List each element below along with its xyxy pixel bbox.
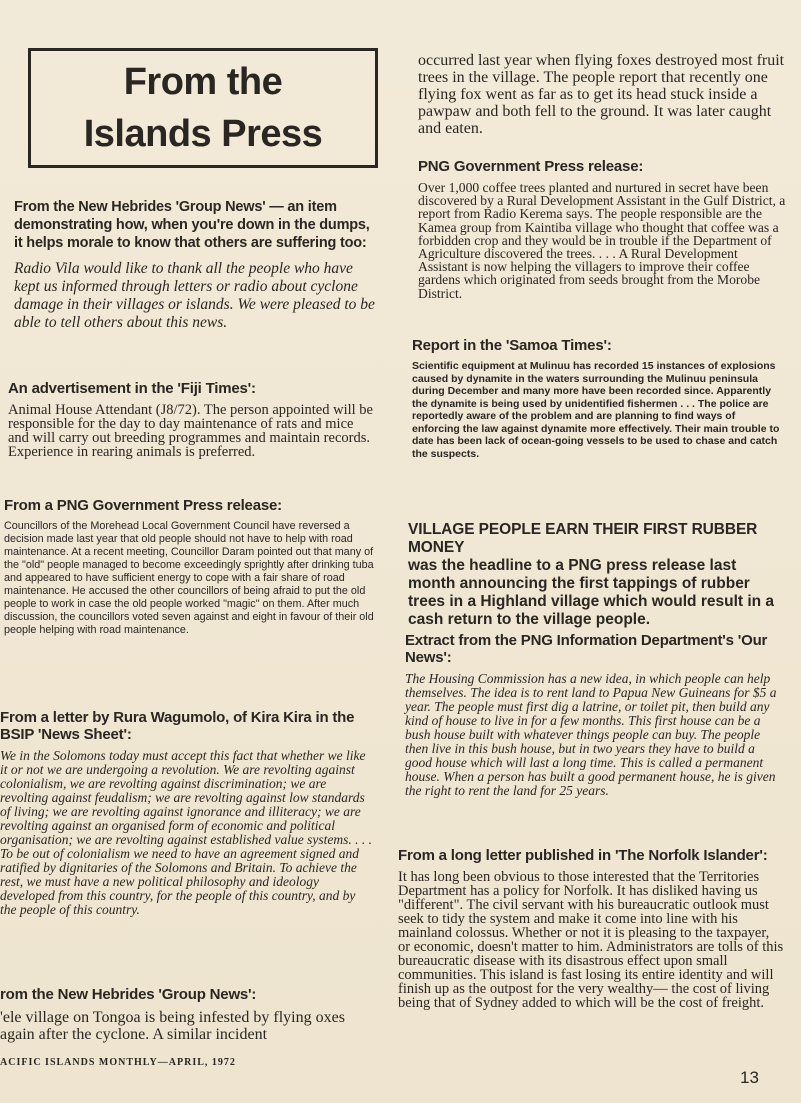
section-fiji-times — [8, 380, 376, 459]
page-title-line-1: From the — [123, 61, 283, 103]
section-rubber-money — [408, 521, 782, 629]
section-body: We in the Solomons today must accept this fact that whether we like it or not we are undergoing a revolution. We are revolting against colonialism, we are revolting against discrimination; we are revolting against feudalism; we are revolting against low standards of living; we are revolting against ignorance and illiteracy; we are revolting against an organised form of economic and political organisation; we are revolting against established value systems. . . . To be out of colonialism we need to have an agreement signed and ratified by dignitaries of the Solomons and Britain. To achieve the rest, we must have a new political philosophy and ideology developed from this country, for the people of this country, and by the people of this country. — [0, 748, 372, 917]
section-heading: Extract from the PNG Information Department's 'Our News': — [405, 632, 768, 666]
section-png-press-release — [4, 497, 378, 637]
section-body: The Housing Commission has a new idea, in which people can help themselves. The idea is to rent land to Papua New Guineans for $5 a year. The people must first dig a latrine, or toilet pit, then build any kind of house to live in for a few months. This first house can be a bush house built with whatever things people can buy. The people then live in this bush house, but in two years they have to build a good house which will last a long time. This is called a permanent house. When a person has built a good permanent house, he is given the right to rent the land for 25 years. — [405, 671, 777, 798]
section-heading: An advertisement in the 'Fiji Times': — [8, 380, 256, 397]
headline-caps: VILLAGE PEOPLE EARN THEIR FIRST RUBBER MONEY — [408, 521, 758, 556]
section-body: Councillors of the Morehead Local Government Council have reversed a decision made last year that old people should not have to help with road maintenance. At a recent meeting, Councillor Daram pointed out that many of the "old" people managed to become exceedingly sprightly after drinking tuba and appeared to have sufficient energy to cope with a fair share of road maintenance. He accused the other councillors of being afraid to put the old people to work in case the old people worked "magic" on them. After much discussion, the councillors voted seven against and eight in favour of their old people helping with road maintenance. — [4, 520, 374, 636]
section-heading: From a long letter published in 'The Norfolk Islander': — [398, 847, 768, 864]
section-samoa-times — [412, 337, 782, 460]
section-heading: From a PNG Government Press release: — [4, 497, 282, 514]
section-body: was the headline to a PNG press release last month announcing the first tappings of rubber trees in a Highland village which would result in a cash return to the village people. — [408, 557, 775, 628]
page-title-line-2: Islands Press — [83, 113, 323, 155]
section-body: 'ele village on Tongoa is being infested by flying oxes again after the cyclone. A similar incident — [0, 1009, 345, 1043]
section-heading: From a letter by Rura Wagumolo, of Kira Kira in the BSIP 'News Sheet': — [0, 709, 355, 743]
section-body: Scientific equipment at Mulinuu has recorded 15 instances of explosions caused by dynamite in the waters surrounding the Mulinuu peninsula during December and many more have been recorded since. Apparently the dynamite is being used by unidentified fishermen . . . The police are reportedly aware of the problem and are planning to find ways of enforcing the law against dynamite more effectively. Their main trouble to date has been lack of ocean-going vessels to be used to chase and catch the suspects. — [412, 360, 780, 460]
section-intro-heading: From the New Hebrides 'Group News' — an item demonstrating how, when you're down in the dumps, it helps morale to know that others are suffering too: — [14, 199, 370, 251]
page-number: 13 — [740, 1068, 759, 1087]
section-group-news-flying-foxes — [0, 986, 378, 1043]
section-heading: rom the New Hebrides 'Group News': — [0, 986, 257, 1003]
title-box — [28, 48, 378, 168]
section-bsip-news-sheet — [0, 709, 372, 917]
section-heading: PNG Government Press release: — [418, 158, 644, 175]
section-body: Animal House Attendant (J8/72). The person appointed will be responsible for the day to day maintenance of rats and mice and will carry out breeding programmes and maintain records. Experience in rearing animals is preferred. — [8, 402, 373, 460]
section-png-coffee — [418, 158, 786, 300]
section-our-news — [405, 632, 783, 798]
section-quote: Radio Vila would like to thank all the people who have kept us informed through letters or radio about cyclone damage in their villages or islands. We were pleased to be able to tell others about this news. — [14, 260, 375, 331]
section-body: Over 1,000 coffee trees planted and nurtured in secret have been discovered by a Rural Development Assistant in the Gulf District, a report from Radio Kerema says. The people responsible are the Kamea group from Kaintiba village who thought that coffee was a forbidden crop and they would be in trouble if the Department of Agriculture discovered the trees. . . . A Rural Development Assistant is now helping the villagers to improve their coffee gardens which originated from seeds brought from the Morobe District. — [418, 180, 786, 301]
section-group-news-intro — [14, 198, 376, 332]
section-body: It has long been obvious to those interested that the Territories Department has a policy for Norfolk. It has disliked having us "different". The civil servant with his bureaucratic outlook must seek to tidy the system and make it come into line with his mainland colossus. Whether or not it is pleasing to the taxpayer, or economic, doesn't matter to him. Administrators are tolls of this bureaucratic disease with its disastrous effect upon small communities. This island is fast losing its entire identity and will finish up as the outpost for the very wealthy— the cost of living being that of Sydney added to which will be the cost of freight. — [398, 869, 784, 1011]
issue-footer: ACIFIC ISLANDS MONTHLY—APRIL, 1972 — [0, 1057, 236, 1068]
section-flying-foxes-continued — [418, 52, 788, 137]
section-heading: Report in the 'Samoa Times': — [412, 337, 612, 354]
section-body: occurred last year when flying foxes destroyed most fruit trees in the village. The people report that recently one flying fox went as far as to get its head stuck inside a pawpaw and both fell to the ground. It was later caught and eaten. — [418, 52, 785, 137]
section-norfolk-islander — [398, 847, 784, 1010]
